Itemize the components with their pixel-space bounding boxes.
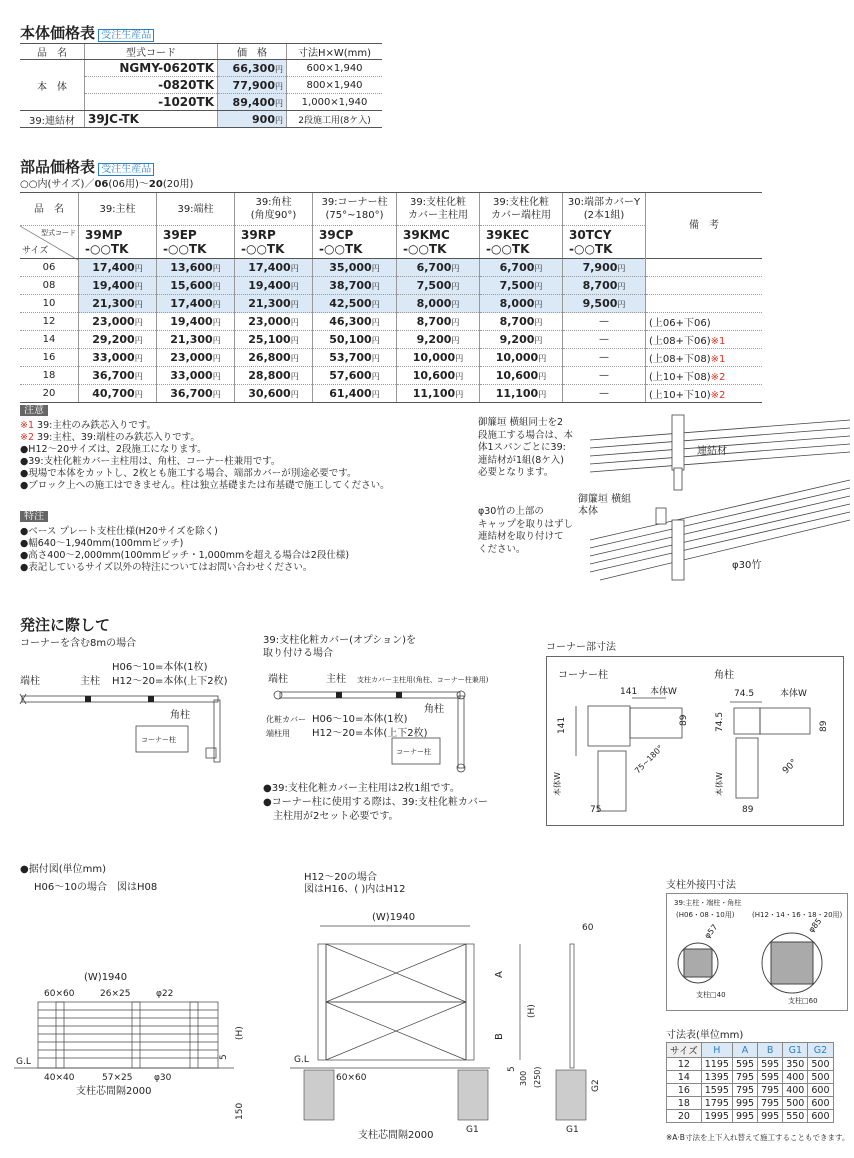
dim-150: 150 — [235, 1102, 245, 1120]
size-label: サイズ — [22, 246, 49, 256]
special-label-box — [20, 510, 48, 523]
size-cell: 595 — [732, 1058, 757, 1071]
price-cell: 8,000円 — [480, 295, 563, 313]
dim-89b: 89 — [742, 805, 754, 815]
price-cell: 46,300円 — [313, 313, 397, 331]
list-item: ※2 39:主柱、39:端柱のみ鉄芯入りです。 — [20, 432, 200, 443]
remark-cell: (上08+下08)※1 — [646, 349, 763, 367]
dim-75: 75 — [590, 805, 602, 815]
price-cell: 21,300円 — [235, 295, 313, 313]
dim-cell: 1,000×1,940 — [287, 94, 383, 111]
size-cell: 795 — [732, 1084, 757, 1097]
table-row — [20, 331, 762, 349]
table-row — [20, 111, 382, 128]
table-row — [20, 349, 762, 367]
price-cell: 36,700円 — [79, 367, 157, 385]
col-header: 30:端部カバーY (2本1組) — [563, 193, 646, 226]
price-cell: 29,200円 — [79, 331, 157, 349]
table-row — [667, 1084, 834, 1097]
table-row — [667, 1071, 834, 1084]
price-cell: 8,700円 — [397, 313, 480, 331]
size-cell: 995 — [732, 1110, 757, 1123]
list-item: ●ベース プレート支柱仕様(H20サイズを除く) — [20, 526, 218, 537]
cap-note: φ30竹の上部の キャップを取りはずし 連結材を取り付けて ください。 — [478, 506, 574, 555]
body-w-a: 本体W — [650, 687, 677, 697]
code-cell: 39KEC -○○TK — [480, 226, 563, 259]
price-cell: 28,800円 — [235, 367, 313, 385]
dim-90: 90° — [781, 757, 800, 777]
dim-d22: φ22 — [156, 989, 174, 999]
col-header: 39:角柱 (角度90°) — [235, 193, 313, 226]
code-label: 型式コード — [41, 229, 76, 237]
price-cell: 8,000円 — [397, 295, 480, 313]
code-cell: 30TCY -○○TK — [563, 226, 646, 259]
body-label: 本 体 — [20, 60, 85, 111]
price-cell: 21,300円 — [79, 295, 157, 313]
case2-notes: ●39:支柱化粧カバー主柱用は2枚1組です。 ●コーナー柱に使用する際は、39:支柱化粧カバー 主柱用が2セット必要です。 — [263, 783, 488, 822]
price-cell: — — [563, 331, 646, 349]
price-cell: 17,400円 — [235, 259, 313, 277]
case1-title: コーナーを含む8mの場合 — [20, 638, 137, 649]
dim-cell: 600×1,940 — [287, 60, 383, 77]
size-table-title: 寸法表(単位mm) — [666, 1030, 744, 1041]
price-cell: 26,800円 — [235, 349, 313, 367]
size-cell: 1195 — [701, 1058, 732, 1071]
case1-line2: H12～20=本体(上下2枚) — [112, 676, 228, 687]
price-cell: 900円 — [218, 111, 287, 128]
price-cell: 19,400円 — [157, 313, 235, 331]
list-item: ※1 39:主柱のみ鉄芯入りです。 — [20, 420, 157, 431]
price-cell: 23,000円 — [79, 313, 157, 331]
size-cell: 20 — [667, 1110, 702, 1123]
end-post-label: 端柱 — [20, 676, 40, 687]
price-cell: 17,400円 — [79, 259, 157, 277]
col-header: 39:主柱 — [79, 193, 157, 226]
size-cell: 350 — [783, 1058, 808, 1071]
main-table-title: 本体価格表 — [20, 24, 96, 42]
name-label: 品 名 — [34, 203, 64, 215]
size-cell: 795 — [758, 1084, 783, 1097]
table-row — [20, 385, 762, 403]
table-row — [20, 60, 382, 77]
size-cell: 500 — [783, 1097, 808, 1110]
dim-sq40: 支柱□40 — [696, 991, 726, 999]
size-cell: 06 — [20, 259, 79, 277]
size-cell: 18 — [20, 367, 79, 385]
price-cell: 9,200円 — [397, 331, 480, 349]
dim-5-b: 5 — [507, 1066, 517, 1072]
dim-angle: 75~180° — [633, 743, 665, 776]
dim-b: B — [494, 1033, 505, 1040]
dim-h-a: (H) — [235, 1026, 245, 1040]
post-left-label1: 39:主柱・端柱・角柱 — [674, 899, 742, 907]
post-outer-title: 支柱外接円寸法 — [666, 880, 736, 891]
dim-d57: φ57 — [702, 922, 720, 941]
caution-label: 注意 — [20, 405, 48, 416]
code-cell: NGMY-0620TK — [85, 60, 218, 77]
table-row — [20, 277, 762, 295]
size-cell: 12 — [20, 313, 79, 331]
size-cell: 14 — [667, 1071, 702, 1084]
table-row — [20, 367, 762, 385]
label-body2: 本体 — [578, 506, 598, 517]
square-post-title: 角柱 — [714, 670, 734, 681]
size-cell: 12 — [667, 1058, 702, 1071]
size-cell: 1595 — [701, 1084, 732, 1097]
label-connector: 連結材 — [697, 446, 727, 457]
case2-title: 39:支柱化粧カバー(オプション)を 取り付ける場合 — [263, 635, 416, 659]
price-cell: 6,700円 — [480, 259, 563, 277]
price-cell: 23,000円 — [235, 313, 313, 331]
label-bamboo: φ30竹 — [732, 560, 762, 571]
size-col-header: A — [732, 1043, 757, 1058]
table-row — [667, 1058, 834, 1071]
dim-60x60-b: 60×60 — [336, 1073, 367, 1083]
dim-h-b: (H) — [527, 1004, 537, 1018]
dim-gl-b: G.L — [294, 1055, 309, 1065]
code-cell: 39JC-TK — [85, 111, 218, 128]
size-cell: 500 — [808, 1058, 833, 1071]
price-cell: 9,200円 — [480, 331, 563, 349]
list-item: ●39:支柱化粧カバー主柱用は、角柱、コーナー柱兼用です。 — [20, 456, 281, 467]
case2-line1: H06～10=本体(1枚) — [312, 714, 408, 725]
body-w-b: 本体W — [553, 772, 562, 796]
install-h12-diagram — [290, 900, 610, 1145]
table-row — [667, 1110, 834, 1123]
end-post-label: 端柱 — [268, 674, 288, 685]
size-cell: 795 — [758, 1097, 783, 1110]
size-cell: 600 — [808, 1084, 833, 1097]
remark-cell: (上08+下06)※1 — [646, 331, 763, 349]
corner-post-title: コーナー柱 — [558, 670, 608, 681]
price-cell: 61,400円 — [313, 385, 397, 403]
code-cell: 39KMC -○○TK — [397, 226, 480, 259]
price-cell: 8,700円 — [563, 277, 646, 295]
install-h06-diagram — [14, 960, 254, 1130]
price-cell: 66,300円 — [218, 60, 287, 77]
price-cell: 13,600円 — [157, 259, 235, 277]
case1-diagram — [18, 650, 248, 765]
price-cell: 35,000円 — [313, 259, 397, 277]
size-cell: 16 — [667, 1084, 702, 1097]
size-cell: 995 — [732, 1097, 757, 1110]
price-cell: — — [563, 349, 646, 367]
main-table-heading — [20, 22, 154, 43]
special-list — [20, 526, 460, 574]
price-cell: — — [563, 313, 646, 331]
made-to-order-tag: 受注生産品 — [98, 29, 154, 42]
size-cell: 995 — [758, 1110, 783, 1123]
case1-line1: H06～10=本体(1枚) — [112, 662, 208, 673]
col-price: 価 格 — [218, 44, 287, 60]
size-cell: 16 — [20, 349, 79, 367]
dim-89: 89 — [679, 714, 689, 726]
list-item: ●高さ400～2,000mm(100mmピッチ・1,000mmを超える場合は2段仕様) — [20, 550, 350, 561]
code-cell: -0820TK — [85, 77, 218, 94]
size-cell: 550 — [783, 1110, 808, 1123]
price-cell: 10,000円 — [397, 349, 480, 367]
col-header: 39:コーナー柱 (75°~180°) — [313, 193, 397, 226]
code-cell: 39RP -○○TK — [235, 226, 313, 259]
corner-label: コーナー柱 — [141, 736, 176, 744]
code-cell: 39CP -○○TK — [313, 226, 397, 259]
size-col-header: B — [758, 1043, 783, 1058]
post-left-label2: (H06・08・10用) — [676, 911, 735, 919]
code-cell: 39MP -○○TK — [79, 226, 157, 259]
dim-26x25: 26×25 — [100, 989, 131, 999]
price-cell: 77,900円 — [218, 77, 287, 94]
size-cell: 595 — [758, 1071, 783, 1084]
price-cell: 7,900円 — [563, 259, 646, 277]
price-cell: 19,400円 — [79, 277, 157, 295]
price-cell: 40,700円 — [79, 385, 157, 403]
price-cell: 33,000円 — [157, 367, 235, 385]
dim-pitch-a: 支柱芯間隔2000 — [76, 1086, 152, 1097]
price-cell: 89,400円 — [218, 94, 287, 111]
dim-60: 60 — [582, 923, 594, 933]
table-row — [20, 295, 762, 313]
col-code: 型式コード — [85, 44, 218, 60]
post-outer-diagram — [666, 893, 848, 1011]
body-w-d: 本体W — [715, 772, 724, 796]
size-cell: 20 — [20, 385, 79, 403]
price-cell: — — [563, 367, 646, 385]
price-cell: 15,600円 — [157, 277, 235, 295]
dim-g2: G2 — [591, 1079, 601, 1092]
price-cell: 10,000円 — [480, 349, 563, 367]
parts-table-title: 部品価格表 — [20, 158, 96, 176]
dim-pitch-b: 支柱芯間隔2000 — [358, 1130, 434, 1141]
dim-gl-a: G.L — [16, 1057, 31, 1067]
connector-note: 御簾垣 横組同士を2 段施工する場合は、本 体1スパンごとに39: 連結材が1組(8ケ入) 必要となります。 — [478, 417, 574, 478]
price-cell: 10,600円 — [480, 367, 563, 385]
body-w-c: 本体W — [780, 689, 807, 699]
price-cell: 7,500円 — [480, 277, 563, 295]
dim-745a: 74.5 — [734, 689, 755, 699]
dim-141a: 141 — [620, 687, 638, 697]
size-cell: 10 — [20, 295, 79, 313]
size-table — [666, 1042, 834, 1123]
dim-a: A — [494, 971, 505, 978]
dim-w1940-b: (W)1940 — [372, 912, 416, 923]
size-cell: 08 — [20, 277, 79, 295]
table-row — [667, 1097, 834, 1110]
dim-141b: 141 — [557, 716, 567, 734]
price-cell: 9,500円 — [563, 295, 646, 313]
diag-header-cell — [20, 226, 79, 259]
label-body1: 御簾垣 横組 — [578, 494, 632, 505]
table-row — [20, 313, 762, 331]
price-cell: 11,100円 — [397, 385, 480, 403]
dim-g1-a: G1 — [466, 1125, 479, 1135]
col-name: 品 名 — [20, 44, 85, 60]
dim-g1-b: G1 — [566, 1125, 579, 1135]
price-cell: 57,600円 — [313, 367, 397, 385]
price-cell: 6,700円 — [397, 259, 480, 277]
remark-cell: (上06+下06) — [646, 313, 763, 331]
caution-list — [20, 420, 460, 492]
made-to-order-tag: 受注生産品 — [98, 163, 154, 176]
table-row — [20, 259, 762, 277]
dim-60x60: 60×60 — [44, 989, 75, 999]
price-cell: 11,100円 — [480, 385, 563, 403]
size-col-header: H — [701, 1043, 732, 1058]
connector-illustration — [578, 410, 850, 590]
remarks-label: 備 考 — [646, 193, 763, 259]
list-item: ●現場で本体をカットし、2枚とも施工する場合、端部カバーが別途必要です。 — [20, 468, 357, 479]
dim-cell: 2段施工用(8ケ入) — [287, 111, 383, 128]
dim-745b: 74.5 — [715, 711, 725, 732]
remark-cell — [646, 295, 763, 313]
price-cell: 53,700円 — [313, 349, 397, 367]
price-cell: 33,000円 — [79, 349, 157, 367]
dim-40x40: 40×40 — [44, 1073, 75, 1083]
price-cell: 23,000円 — [157, 349, 235, 367]
special-label: 特注 — [20, 511, 48, 522]
post-right-label: (H12・14・16・18・20用) — [752, 911, 843, 919]
connector-label: 39:連結材 — [20, 111, 85, 128]
dim-250: (250) — [533, 1066, 542, 1088]
parts-table-heading — [20, 156, 154, 177]
size-cell: 795 — [732, 1071, 757, 1084]
main-post-label: 主柱 — [80, 676, 100, 687]
col-dim: 寸法H×W(mm) — [287, 44, 383, 60]
main-price-table — [20, 43, 382, 128]
price-cell: 19,400円 — [235, 277, 313, 295]
corner-dim-title: コーナー部寸法 — [546, 642, 616, 653]
price-cell: 8,700円 — [480, 313, 563, 331]
case2-diagram — [262, 662, 502, 774]
size-cell: 1795 — [701, 1097, 732, 1110]
corner-post-label: 角柱 — [170, 710, 190, 721]
install-title: ●据付図(単位mm) — [20, 864, 107, 875]
cover-label: 支柱カバー主柱用(角柱、コーナー柱兼用) — [357, 676, 489, 684]
size-col-header: G2 — [808, 1043, 833, 1058]
price-cell: 7,500円 — [397, 277, 480, 295]
code-cell: 39EP -○○TK — [157, 226, 235, 259]
dim-d85: φ85 — [806, 916, 824, 935]
list-item: ●H12～20サイズは、2段施工になります。 — [20, 444, 207, 455]
price-cell: 21,300円 — [157, 331, 235, 349]
remark-cell — [646, 259, 763, 277]
case2-line2: H12～20=本体(上下2枚) — [312, 728, 428, 739]
dim-89a: 89 — [819, 720, 829, 732]
install-h06: H06～10の場合 図はH08 — [34, 882, 158, 893]
cover-end1: 化粧カバー — [266, 715, 306, 724]
corner-label: コーナー柱 — [396, 748, 431, 756]
price-cell: 36,700円 — [157, 385, 235, 403]
remark-cell: (上10+下10)※2 — [646, 385, 763, 403]
main-post-label: 主柱 — [326, 674, 346, 685]
size-cell: 595 — [758, 1058, 783, 1071]
remark-cell — [646, 277, 763, 295]
list-item: ●表記しているサイズ以外の特注についてはお問い合わせください。 — [20, 562, 313, 573]
install-h12: H12～20の場合 図はH16、( )内はH12 — [304, 872, 406, 895]
list-item: ●幅640～1,940mm(100mmピッチ) — [20, 538, 184, 549]
dim-sq60: 支柱□60 — [788, 997, 818, 1005]
size-cell: 1995 — [701, 1110, 732, 1123]
size-cell: 18 — [667, 1097, 702, 1110]
price-cell: 10,600円 — [397, 367, 480, 385]
dim-cell: 800×1,940 — [287, 77, 383, 94]
price-cell: 38,700円 — [313, 277, 397, 295]
price-cell: 42,500円 — [313, 295, 397, 313]
price-cell: 50,100円 — [313, 331, 397, 349]
size-cell: 400 — [783, 1071, 808, 1084]
code-cell: -1020TK — [85, 94, 218, 111]
corner-post-label: 角柱 — [424, 704, 444, 715]
col-header: 39:支柱化粧 カバー主柱用 — [397, 193, 480, 226]
size-cell: 14 — [20, 331, 79, 349]
dim-57x25: 57×25 — [102, 1073, 133, 1083]
dim-w1940-a: (W)1940 — [84, 972, 128, 983]
size-col-header: サイズ — [667, 1043, 702, 1058]
size-cell: 600 — [808, 1110, 833, 1123]
size-col-header: G1 — [783, 1043, 808, 1058]
size-rows — [667, 1058, 834, 1123]
parts-price-table — [20, 193, 762, 403]
size-cell: 600 — [808, 1097, 833, 1110]
size-footnote: ※A·B寸法を上下入れ替えて施工することもできます。 — [666, 1133, 850, 1142]
price-cell: 17,400円 — [157, 295, 235, 313]
price-cell: 25,100円 — [235, 331, 313, 349]
size-cell: 1395 — [701, 1071, 732, 1084]
caution-label-box — [20, 404, 48, 417]
list-item: ●ブロック上への施工はできません。柱は独立基礎または布基礎で施工してください。 — [20, 480, 390, 491]
parts-rows — [20, 259, 762, 403]
price-cell: — — [563, 385, 646, 403]
dim-300: 300 — [519, 1070, 528, 1086]
dim-5-a: 5 — [219, 1054, 229, 1060]
col-header: 39:端柱 — [157, 193, 235, 226]
size-cell: 500 — [808, 1071, 833, 1084]
cover-end2: 端柱用 — [266, 729, 290, 738]
size-cell: 400 — [783, 1084, 808, 1097]
parts-subtitle: ○○内(サイズ)／06(06用)～20(20用) — [20, 178, 762, 193]
remark-cell: (上10+下08)※2 — [646, 367, 763, 385]
corner-dim-diagram — [546, 656, 844, 826]
dim-d30: φ30 — [154, 1073, 172, 1083]
ordering-title: 発注に際して — [20, 616, 111, 634]
price-cell: 30,600円 — [235, 385, 313, 403]
col-header: 39:支柱化粧 カバー端柱用 — [480, 193, 563, 226]
